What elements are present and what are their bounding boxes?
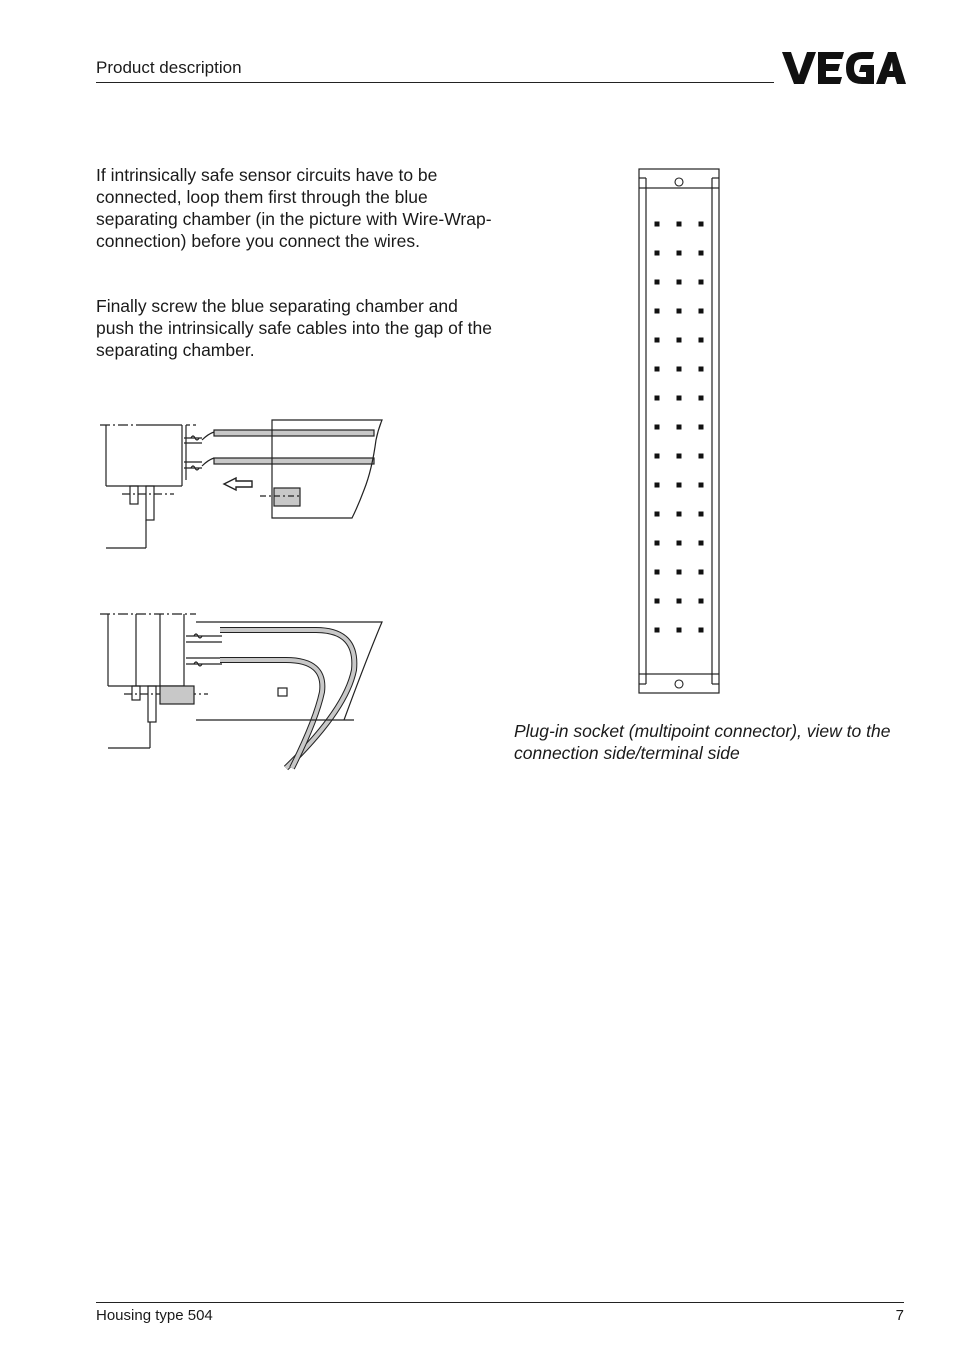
connector-pin: [699, 280, 704, 285]
connector-pin: [677, 570, 682, 575]
connector-pin: [655, 483, 660, 488]
connector-pin: [677, 599, 682, 604]
connector-pin: [699, 338, 704, 343]
connector-pin: [655, 309, 660, 314]
multipoint-connector: [638, 168, 722, 696]
connector-pin: [699, 512, 704, 517]
connector-pin: [655, 512, 660, 517]
connector-pin: [699, 309, 704, 314]
connector-pin: [677, 367, 682, 372]
connector-pin: [655, 454, 660, 459]
connector-pin: [699, 222, 704, 227]
header-title: Product description: [96, 58, 242, 77]
connector-pin: [677, 425, 682, 430]
connector-pin: [677, 541, 682, 546]
connector-pin: [655, 367, 660, 372]
vega-logo: [782, 50, 906, 86]
header-divider: [96, 82, 774, 83]
connector-pins: [655, 222, 704, 633]
separating-chamber-diagram-installed: [96, 600, 396, 775]
connector-pin: [655, 541, 660, 546]
connector-pin: [699, 454, 704, 459]
connector-pin: [655, 628, 660, 633]
connector-pin: [699, 251, 704, 256]
connector-pin: [655, 396, 660, 401]
connector-pin: [699, 541, 704, 546]
connector-pin: [677, 338, 682, 343]
connector-pin: [655, 599, 660, 604]
instruction-paragraph: Finally screw the blue separating chamber and push the intrinsically safe cables into the gap of the separating chamber.: [96, 296, 492, 360]
connector-pin: [699, 628, 704, 633]
connector-pin: [699, 396, 704, 401]
connector-pin: [677, 309, 682, 314]
connector-pin: [677, 512, 682, 517]
connector-pin: [677, 454, 682, 459]
connector-pin: [677, 280, 682, 285]
connector-pin: [655, 425, 660, 430]
connector-pin: [699, 367, 704, 372]
intro-paragraph: If intrinsically safe sensor circuits have to be connected, loop them first through the blue separating chamber (in the picture with Wire-Wrap-connection) before you connect the wires.: [96, 165, 492, 251]
connector-pin: [699, 570, 704, 575]
connector-pin: [677, 222, 682, 227]
connector-pin: [699, 599, 704, 604]
connector-pin: [655, 251, 660, 256]
connector-pin: [677, 483, 682, 488]
connector-pin: [655, 570, 660, 575]
connector-caption: Plug-in socket (multipoint connector), view to the connection side/terminal side: [514, 721, 891, 763]
connector-pin: [677, 628, 682, 633]
connector-pin: [699, 425, 704, 430]
connector-pin: [677, 251, 682, 256]
connector-pin: [655, 338, 660, 343]
connector-pin: [677, 396, 682, 401]
footer-document-title: Housing type 504: [96, 1307, 213, 1324]
connector-pin: [699, 483, 704, 488]
connector-pin: [655, 222, 660, 227]
connector-pin: [655, 280, 660, 285]
page-number: 7: [895, 1307, 904, 1324]
separating-chamber-diagram-insert: [96, 410, 396, 560]
footer-divider: [96, 1302, 904, 1303]
